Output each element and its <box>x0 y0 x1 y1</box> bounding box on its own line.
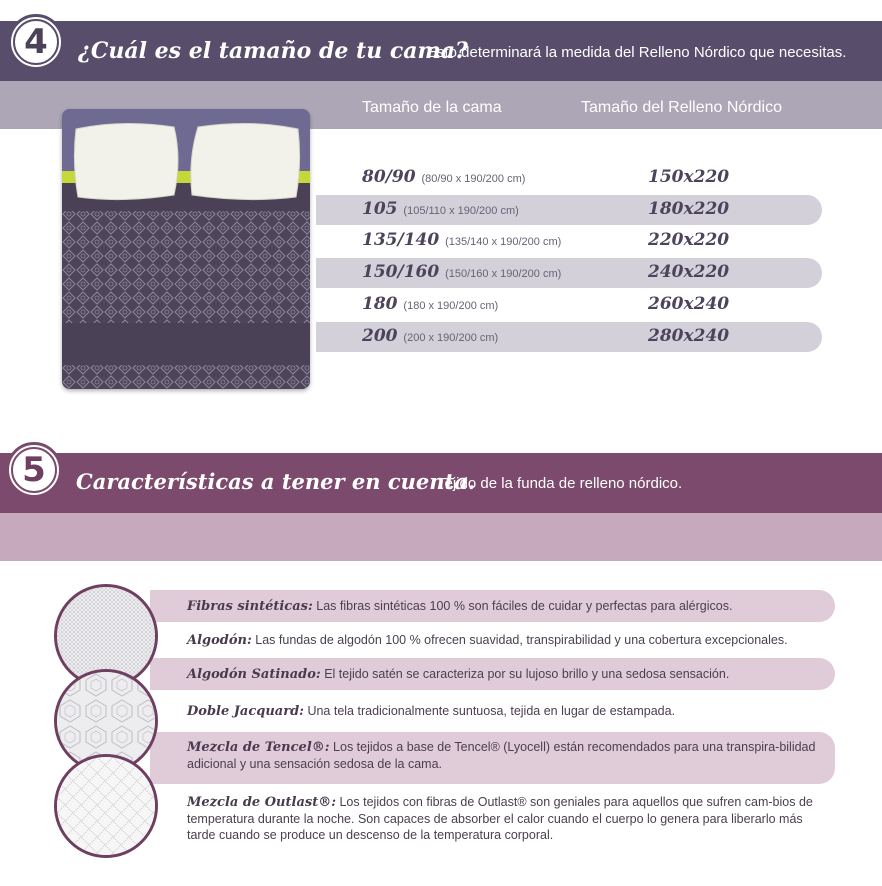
feature-description: Las fundas de algodón 100 % ofrecen suavidad, transpirabilidad y una cobertura excepcionales. <box>255 633 788 647</box>
fabric-swatch-quilted <box>54 754 158 858</box>
bed-size: 80/90 (80/90 x 190/200 cm) <box>362 167 526 187</box>
size-row <box>316 226 822 256</box>
size-row <box>316 195 822 225</box>
step-5-badge <box>6 442 62 498</box>
feature-description: Una tela tradicionalmente suntuosa, tejida en lugar de estampada. <box>307 704 676 718</box>
feature-row <box>150 590 835 622</box>
section5-subtitle: Tejido de la funda de relleno nórdico. <box>437 475 683 492</box>
feature-name: Fibras sintéticas: <box>187 599 313 614</box>
feature-name: Mezcla de Outlast®: <box>187 795 336 810</box>
bed-size: 105 (105/110 x 190/200 cm) <box>362 199 519 219</box>
bed-size: 150/160 (150/160 x 190/200 cm) <box>362 262 562 282</box>
feature-name: Doble Jacquard: <box>187 704 304 719</box>
step-number: 5 <box>22 450 46 490</box>
bed-dimensions: (180 x 190/200 cm) <box>403 300 499 312</box>
bed-dimensions: (200 x 190/200 cm) <box>403 332 499 344</box>
feature-row <box>150 624 835 656</box>
size-row <box>316 290 822 320</box>
duvet-size: 240x220 <box>648 262 730 282</box>
feature-description: Los tejidos con fibras de Outlast® son geniales para aquellos que sufren cam-bios de temperatura durante la noche. Son capaces de absorber el calor cuando el cuerpo lo genera para liberarlo más tarde cuando se produce un descenso de la temperatura corporal. <box>187 795 813 842</box>
feature-name: Mezcla de Tencel®: <box>187 740 330 755</box>
feature-row <box>150 792 835 852</box>
duvet-size: 180x220 <box>648 199 730 219</box>
step-number: 4 <box>24 22 48 62</box>
duvet-size: 150x220 <box>648 167 730 187</box>
feature-name: Algodón Satinado: <box>187 667 321 682</box>
feature-row <box>150 732 835 784</box>
section4-subtitle: Esto determinará la medida del Relleno Nórdico que necesitas. <box>427 44 847 61</box>
section5-title: Características a tener en cuenta. <box>76 469 476 494</box>
size-row <box>316 163 822 193</box>
bed-dimensions: (80/90 x 190/200 cm) <box>421 173 526 185</box>
duvet-size: 260x240 <box>648 294 730 314</box>
bed-drawing <box>62 109 310 389</box>
bed-dimensions: (135/140 x 190/200 cm) <box>445 236 562 248</box>
bed-illustration <box>62 109 310 389</box>
duvet-size: 280x240 <box>648 326 730 346</box>
bed-size: 180 (180 x 190/200 cm) <box>362 294 499 314</box>
feature-description: Las fibras sintéticas 100 % son fáciles de cuidar y perfectas para alérgicos. <box>316 599 733 613</box>
bed-size: 135/140 (135/140 x 190/200 cm) <box>362 230 562 250</box>
column-header-bed-size: Tamaño de la cama <box>362 99 502 116</box>
feature-row <box>150 658 835 690</box>
size-row <box>316 258 822 288</box>
feature-row <box>150 696 835 726</box>
feature-description: Los tejidos a base de Tencel® (Lyocell) están recomendados para una transpira-bilidad adicional y una sensación sedosa de la cama. <box>187 740 816 771</box>
section4-title: ¿Cuál es el tamaño de tu cama? <box>78 38 468 64</box>
feature-description: El tejido satén se caracteriza por su lujoso brillo y una sedosa sensación. <box>324 667 730 681</box>
bed-dimensions: (150/160 x 190/200 cm) <box>445 268 562 280</box>
texture-drawing <box>57 757 158 858</box>
step-4-badge <box>8 14 64 70</box>
bed-size: 200 (200 x 190/200 cm) <box>362 326 499 346</box>
column-header-duvet-size: Tamaño del Relleno Nórdico <box>581 99 782 116</box>
section5-subheader-band <box>0 513 882 561</box>
size-row <box>316 322 822 352</box>
feature-name: Algodón: <box>187 633 252 648</box>
duvet-size: 220x220 <box>648 230 730 250</box>
bed-dimensions: (105/110 x 190/200 cm) <box>403 205 519 217</box>
